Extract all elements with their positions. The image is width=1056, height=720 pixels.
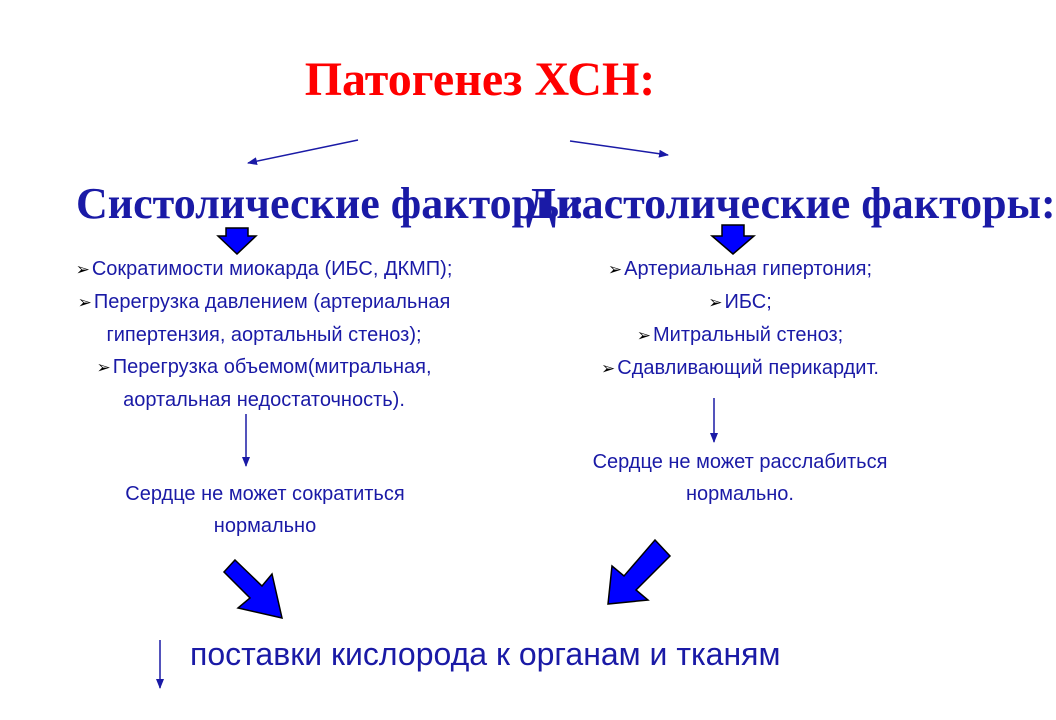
list-item-continuation: аортальная недостаточность). [123,389,405,411]
list-item: ➢ Перегрузка давлением (артериальная [77,291,451,313]
oxygen-supply-text: поставки кислорода к органам и тканям [190,636,781,672]
list-item: ➢ Сократимости миокарда (ИБС, ДКМП); [75,258,453,280]
block-arrow-left-icon [218,228,256,254]
systolic-factors-list [4,253,524,416]
systolic-result: Сердце не может сократиться нормально [125,483,405,537]
list-item-continuation: гипертензия, аортальный стеноз); [106,324,422,346]
arrowhead-bullet-icon: ➢ [607,260,623,279]
page-title: Патогенез ХСН: [304,53,656,106]
list-item: ➢ Сдавливающий перикардит. [601,357,879,379]
systolic-heading: Систолические факторы: [76,179,586,228]
list-item: ➢ Митральный стеноз; [636,324,844,346]
arrowhead-bullet-icon: ➢ [601,359,616,378]
big-arrow-left-icon [224,560,282,618]
arrow-title-to-left [248,140,358,163]
block-arrow-right-icon [712,225,754,254]
arrowhead-bullet-icon: ➢ [96,358,111,377]
list-item: ➢ Артериальная гипертония; [607,258,873,280]
diastolic-heading: Диастолические факторы: [526,179,1056,228]
arrowhead-bullet-icon: ➢ [636,326,652,345]
diastolic-factors-list [545,253,935,385]
list-item: ➢ Перегрузка объемом(митральная, [96,356,432,378]
diastolic-result: Сердце не может расслабиться нормально. [592,451,888,505]
arrowhead-bullet-icon: ➢ [77,293,92,312]
big-arrow-right-icon [608,540,670,604]
arrow-title-to-right [570,141,668,155]
list-item: ➢ ИБС; [708,291,772,313]
arrowhead-bullet-icon: ➢ [75,260,90,279]
arrowhead-bullet-icon: ➢ [708,293,723,312]
